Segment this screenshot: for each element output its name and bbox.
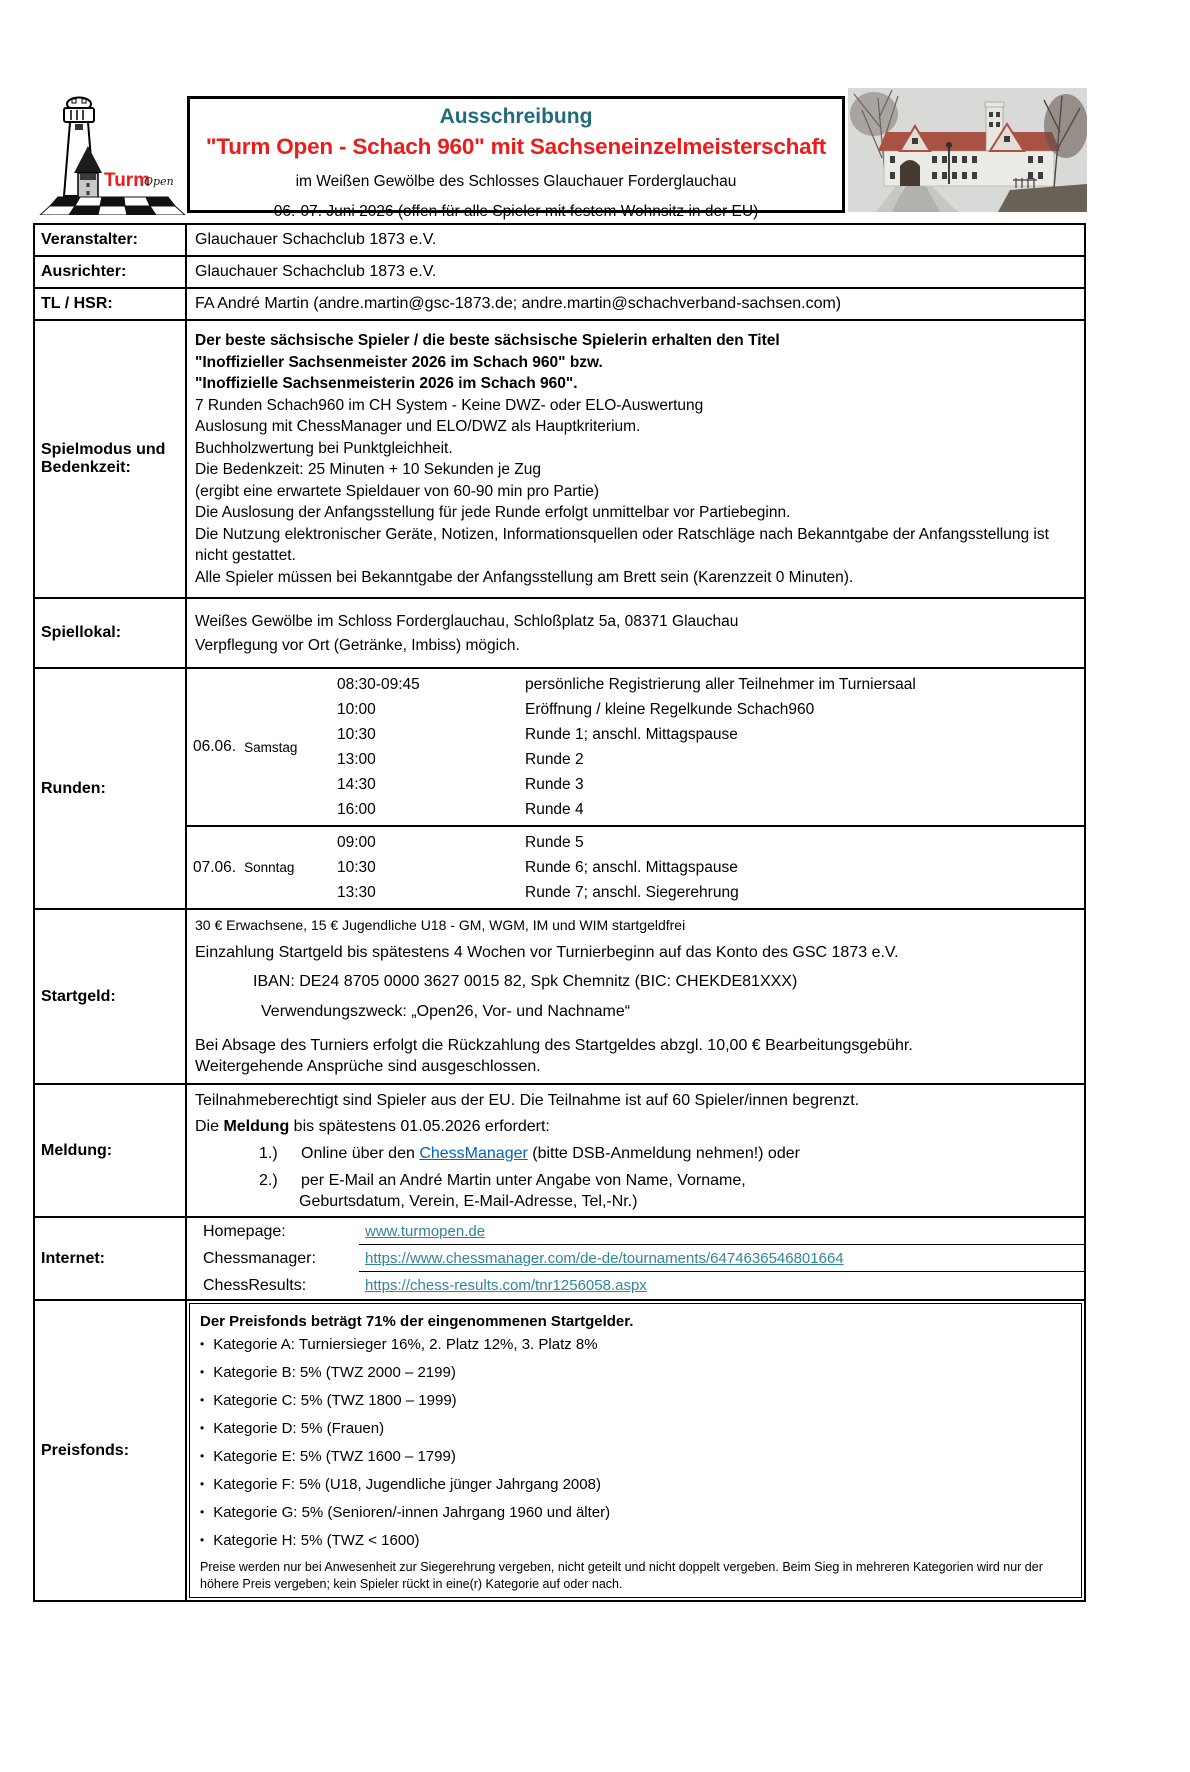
schedule-entry: [337, 830, 1084, 855]
bullet-icon: •: [200, 1337, 205, 1351]
veranstalter-value: Glauchauer Schachclub 1873 e.V.: [186, 224, 1085, 256]
schedule-text: Runde 5: [525, 833, 584, 851]
preisfonds-intro: Der Preisfonds beträgt 71% der eingenommenen Startgelder.: [200, 1313, 634, 1330]
meldung-deadline-line: [195, 1118, 1076, 1136]
meldung-deadline-pre: Die: [195, 1118, 224, 1135]
spielmodus-label: Spielmodus und Bedenkzeit:: [34, 320, 186, 598]
schedule-entry: [337, 797, 1084, 822]
schedule-time: 09:00: [337, 833, 376, 851]
document-header: [33, 88, 1086, 220]
preisfonds-item-text: Kategorie D: 5% (Frauen): [213, 1419, 385, 1437]
bullet-icon: •: [200, 1449, 205, 1463]
meldung-option-2-text: per E-Mail an André Martin unter Angabe von Name, Vorname,: [301, 1172, 746, 1189]
logo-word-open: Open: [144, 175, 174, 188]
row-internet: [34, 1217, 1085, 1300]
startgeld-fee-line: 30 € Erwachsene, 15 € Jugendliche U18 - GM, WGM, IM und WIM startgeldfrei: [195, 917, 686, 933]
spielmodus-content: [186, 320, 1085, 598]
internet-link-name: Homepage:: [203, 1222, 286, 1240]
startgeld-refund-line2: Weitergehende Ansprüche sind ausgeschlossen.: [195, 1058, 541, 1075]
preisfonds-item-text: Kategorie B: 5% (TWZ 2000 – 2199): [213, 1363, 456, 1381]
row-tl-hsr: [34, 288, 1085, 320]
schedule-day-name: Sonntag: [244, 860, 295, 875]
internet-link-cell: [359, 1245, 1084, 1272]
bullet-icon: •: [200, 1533, 205, 1547]
spielmodus-line: (ergibt eine erwartete Spieldauer von 60-90 min pro Partie): [195, 482, 600, 500]
meldung-option-1-text: [301, 1145, 800, 1163]
chessmanager-link[interactable]: ChessManager: [419, 1145, 528, 1162]
internet-content: [186, 1217, 1085, 1300]
schedule-day-name: Samstag: [244, 739, 298, 755]
schedule-entry: [337, 747, 1084, 772]
schedule-text: Runde 6; anschl. Mittagspause: [525, 858, 738, 876]
schedule-entry: [337, 697, 1084, 722]
row-runden: [34, 668, 1085, 909]
spielmodus-line: Buchholzwertung bei Punktgleichheit.: [195, 439, 453, 457]
schedule-time: 14:30: [337, 775, 376, 793]
schedule-text: Runde 2: [525, 750, 584, 768]
bullet-icon: •: [200, 1393, 205, 1407]
internet-row-chessresults: [187, 1272, 1084, 1299]
schedule-time: 10:30: [337, 725, 376, 743]
startgeld-iban-line: IBAN: DE24 8705 0000 3627 0015 82, Spk Chemnitz (BIC: CHEKDE81XXX): [253, 973, 798, 990]
row-preisfonds: [34, 1300, 1085, 1601]
schedule-time: 16:00: [337, 800, 376, 818]
preisfonds-item: [200, 1498, 1071, 1526]
internet-row-chessmanager: [187, 1245, 1084, 1272]
startgeld-refund-line1: Bei Absage des Turniers erfolgt die Rückzahlung des Startgeldes abzgl. 10,00 € Bearbeitungsgebühr.: [195, 1037, 913, 1054]
schedule-text: Runde 1; anschl. Mittagspause: [525, 725, 738, 743]
bullet-icon: •: [200, 1365, 205, 1379]
schedule-day-sunday: [187, 825, 1084, 908]
schedule-date-number: 07.06.: [193, 858, 237, 876]
internet-link-name: ChessResults:: [203, 1276, 307, 1294]
tl-hsr-value: FA André Martin (andre.martin@gsc-1873.de; andre.martin@schachverband-sachsen.com): [186, 288, 1085, 320]
schedule-time: 10:00: [337, 700, 376, 718]
schedule-time: 10:30: [337, 858, 376, 876]
runden-content: [186, 668, 1085, 909]
spielmodus-bold-line: Der beste sächsische Spieler / die beste sächsische Spielerin erhalten den Titel: [195, 332, 780, 349]
schedule-entry: [337, 880, 1084, 905]
spielmodus-line: Die Nutzung elektronischer Geräte, Notizen, Informationsquellen oder Ratschläge nach Bekanntgabe der Anfangsstellung ist nicht gestattet.: [195, 525, 1049, 564]
logo-word-turm: Turm: [104, 170, 151, 191]
bullet-icon: •: [200, 1477, 205, 1491]
meldung-option-1-post: (bitte DSB-Anmeldung nehmen!) oder: [527, 1145, 800, 1162]
preisfonds-footnote: Preise werden nur bei Anwesenheit zur Siegerehrung vergeben, nicht geteilt und nicht doppelt vergeben. Beim Sieg in mehreren Kategorien wird nur der höhere Preis vergeben; kein Spieler rückt in eine(r) Kategorie auf oder nach.: [200, 1560, 1043, 1591]
internet-label: Internet:: [34, 1217, 186, 1300]
date-line: 06.-07. Juni 2026 (offen für alle Spieler mit festem Wohnsitz in der EU): [273, 203, 759, 220]
document-title: "Turm Open - Schach 960" mit Sachseneinzelmeisterschaft: [205, 134, 827, 159]
chessmanager-tournament-link[interactable]: https://www.chessmanager.com/de-de/tournaments/6474636546801664: [365, 1249, 844, 1267]
schedule-date: [187, 827, 337, 908]
preisfonds-item: [200, 1330, 1071, 1358]
title-box: [187, 96, 845, 220]
schedule-text: Runde 3: [525, 775, 584, 793]
startgeld-zweck-line: Verwendungszweck: „Open26, Vor- und Nachname“: [261, 1003, 631, 1020]
chessresults-link[interactable]: https://chess-results.com/tnr1256058.aspx: [365, 1277, 647, 1294]
meldung-option-2-number: 2.): [259, 1172, 278, 1189]
schedule-time: 13:30: [337, 883, 376, 901]
announcement-table: [33, 223, 1086, 1602]
row-meldung: [34, 1084, 1085, 1217]
spielmodus-line: Die Bedenkzeit: 25 Minuten + 10 Sekunden je Zug: [195, 461, 541, 478]
internet-link-cell: [359, 1218, 1084, 1245]
schedule-entry: [337, 772, 1084, 797]
runden-label: Runden:: [34, 668, 186, 909]
preisfonds-box: [189, 1303, 1082, 1598]
schedule-date: [187, 669, 337, 825]
homepage-link[interactable]: www.turmopen.de: [365, 1222, 486, 1240]
row-veranstalter: [34, 224, 1085, 256]
preisfonds-item-text: Kategorie E: 5% (TWZ 1600 – 1799): [213, 1447, 456, 1465]
tl-hsr-label: TL / HSR:: [34, 288, 186, 320]
schedule-date-number: 06.06.: [193, 738, 237, 755]
spielmodus-line: 7 Runden Schach960 im CH System - Keine DWZ- oder ELO-Auswertung: [195, 396, 704, 414]
meldung-option-2-continuation: Geburtsdatum, Verein, E-Mail-Adresse, Tel,-Nr.): [299, 1193, 638, 1210]
venue-line: im Weißen Gewölbe des Schlosses Glauchauer Forderglauchau: [295, 173, 737, 190]
ausrichter-label: Ausrichter:: [34, 256, 186, 288]
ausrichter-value: Glauchauer Schachclub 1873 e.V.: [186, 256, 1085, 288]
meldung-deadline-bold: Meldung: [223, 1118, 290, 1135]
document-page: [33, 88, 1086, 1602]
internet-link-cell: [359, 1272, 1084, 1299]
schedule-entry: [337, 855, 1084, 880]
spiellokal-catering: Verpflegung vor Ort (Getränke, Imbiss) mögich.: [195, 637, 520, 654]
preisfonds-item: [200, 1386, 1071, 1414]
schedule-text: Runde 4: [525, 800, 584, 818]
spielmodus-bold-line: "Inoffizielle Sachsenmeisterin 2026 im Schach 960".: [195, 375, 578, 392]
spielmodus-line: Auslosung mit ChessManager und ELO/DWZ als Hauptkriterium.: [195, 418, 641, 435]
tower-chessboard-icon: [38, 93, 188, 215]
bullet-icon: •: [200, 1505, 205, 1519]
preisfonds-item: [200, 1442, 1071, 1470]
meldung-label: Meldung:: [34, 1084, 186, 1217]
spiellokal-content: [186, 598, 1085, 668]
meldung-deadline-post: bis spätestens 01.05.2026 erfordert:: [289, 1118, 550, 1135]
spielmodus-bold-line: "Inoffizieller Sachsenmeister 2026 im Schach 960" bzw.: [195, 353, 603, 371]
preisfonds-content: [186, 1300, 1085, 1601]
spielmodus-line: Alle Spieler müssen bei Bekanntgabe der Anfangsstellung am Brett sein (Karenzzeit 0 Minuten).: [195, 568, 854, 586]
schedule-text: persönliche Registrierung aller Teilnehmer im Turniersaal: [525, 675, 916, 693]
veranstalter-label: Veranstalter:: [34, 224, 186, 256]
schedule-text: Eröffnung / kleine Regelkunde Schach960: [525, 700, 815, 718]
preisfonds-item-text: Kategorie F: 5% (U18, Jugendliche jünger Jahrgang 2008): [213, 1475, 601, 1493]
spiellokal-label: Spiellokal:: [34, 598, 186, 668]
internet-link-name: Chessmanager:: [203, 1249, 316, 1267]
schedule-entries: [337, 669, 1084, 825]
startgeld-label: Startgeld:: [34, 909, 186, 1084]
spielmodus-line: Die Auslosung der Anfangsstellung für jede Runde erfolgt unmittelbar vor Partiebeginn.: [195, 504, 791, 521]
meldung-eligibility-line: Teilnahmeberechtigt sind Spieler aus der EU. Die Teilnahme ist auf 60 Spieler/innen begrenzt.: [195, 1092, 860, 1109]
startgeld-content: [186, 909, 1085, 1084]
row-startgeld: [34, 909, 1085, 1084]
row-ausrichter: [34, 256, 1085, 288]
schedule-time: 08:30-09:45: [337, 675, 420, 693]
startgeld-payment-line: Einzahlung Startgeld bis spätestens 4 Wochen vor Turnierbeginn auf das Konto des GSC 1873 e.V.: [195, 944, 899, 961]
row-spielmodus: [34, 320, 1085, 598]
schedule-entry: [337, 722, 1084, 747]
schedule-entry: [337, 672, 1084, 697]
preisfonds-item-text: Kategorie G: 5% (Senioren/-innen Jahrgang 1960 und älter): [213, 1503, 611, 1521]
internet-row-homepage: [187, 1218, 1084, 1245]
schedule-time: 13:00: [337, 750, 376, 768]
meldung-option-1: [195, 1145, 1076, 1163]
schedule-text: Runde 7; anschl. Siegerehrung: [525, 883, 739, 901]
meldung-option-1-number: 1.): [259, 1145, 278, 1162]
preisfonds-item: [200, 1414, 1071, 1442]
row-spiellokal: [34, 598, 1085, 668]
bullet-icon: •: [200, 1421, 205, 1435]
schedule-entries: [337, 827, 1084, 908]
preisfonds-label: Preisfonds:: [34, 1300, 186, 1601]
preisfonds-item: [200, 1358, 1071, 1386]
schloss-forderglauchau-illustration: [848, 88, 1087, 212]
schedule-day-saturday: [187, 669, 1084, 825]
meldung-option-1-pre: Online über den: [301, 1145, 420, 1162]
meldung-option-2: [195, 1172, 1076, 1190]
preisfonds-item-text: Kategorie A: Turniersieger 16%, 2. Platz 12%, 3. Platz 8%: [213, 1335, 598, 1353]
turm-open-logo: [38, 93, 188, 215]
document-kicker: Ausschreibung: [439, 105, 593, 128]
spiellokal-address: Weißes Gewölbe im Schloss Forderglauchau, Schloßplatz 5a, 08371 Glauchau: [195, 613, 739, 630]
preisfonds-item: [200, 1526, 1071, 1554]
preisfonds-item: [200, 1470, 1071, 1498]
preisfonds-item-text: Kategorie C: 5% (TWZ 1800 – 1999): [213, 1391, 457, 1409]
meldung-content: [186, 1084, 1085, 1217]
preisfonds-item-text: Kategorie H: 5% (TWZ < 1600): [213, 1531, 420, 1549]
castle-photo: [848, 88, 1087, 212]
